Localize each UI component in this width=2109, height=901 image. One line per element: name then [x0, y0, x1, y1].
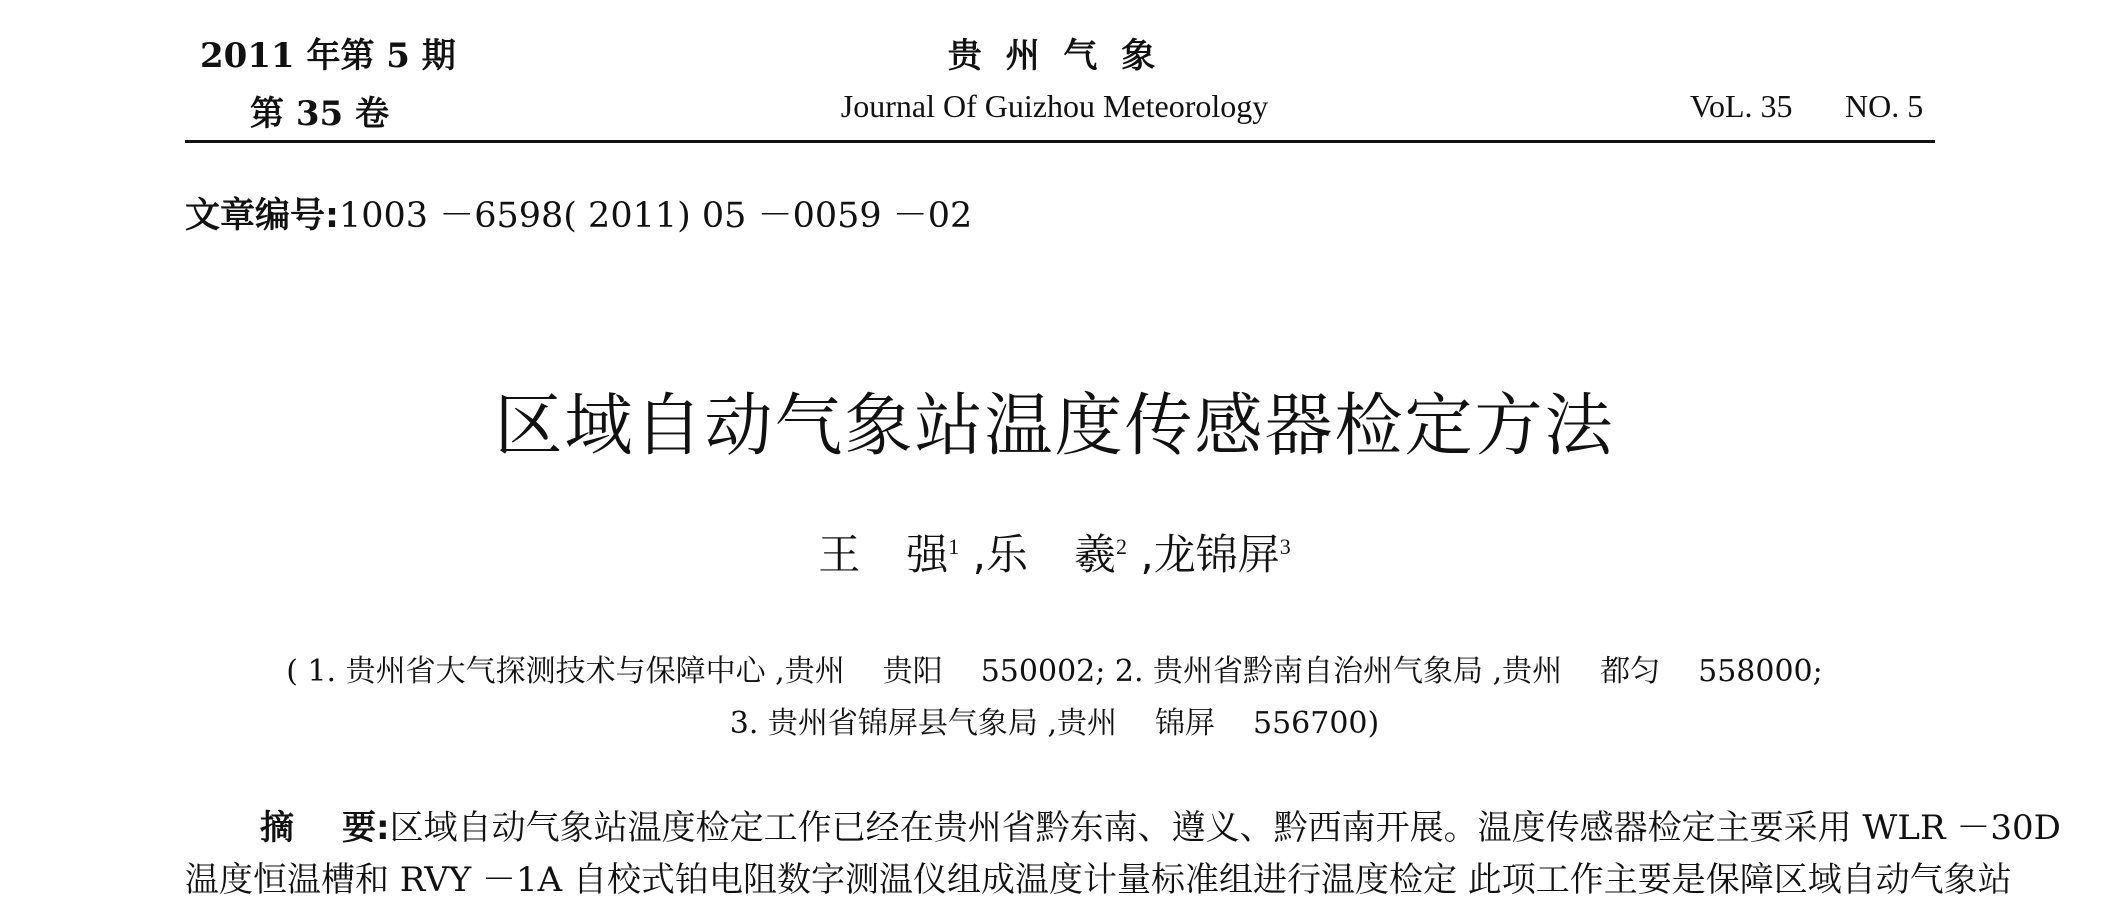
journal-title-cn: 贵 州 气 象	[947, 36, 1162, 76]
abstract-line-1	[260, 800, 2061, 849]
author-2-sup: 2	[1116, 534, 1128, 559]
affiliation-text: ( 1. 贵州省大气探测技术与保障中心 ,贵州	[286, 654, 845, 689]
article-number-label: 文章编号:	[185, 196, 339, 236]
affiliation-text: 556700)	[1253, 706, 1380, 741]
issue-label: 2011 年第 5 期	[200, 36, 456, 76]
affiliation-line-2	[0, 698, 2109, 742]
author-2-given: 羲	[1074, 530, 1117, 579]
author-1-given: 强	[906, 530, 949, 579]
volume-label: 第 35 卷	[250, 94, 389, 134]
author-1-sup: 1	[948, 534, 960, 559]
article-number	[185, 188, 972, 238]
affiliation-line-1	[0, 646, 2109, 690]
author-1-surname: 王	[818, 530, 861, 579]
article-number-value: 1003 －6598( 2011) 05 －0059 －02	[339, 196, 973, 236]
abstract-line-2: 温度恒温槽和 RVY －1A 自校式铂电阻数字测温仪组成温度计量标准组进行温度检定 此项工作主要是保障区域自动气象站	[185, 860, 2012, 900]
author-sep: ,	[959, 530, 986, 579]
header-rule	[185, 140, 1935, 143]
affiliation-text: 558000;	[1698, 654, 1823, 689]
abstract-text: 区域自动气象站温度检定工作已经在贵州省黔东南、遵义、黔西南开展。温度传感器检定主要采用 WLR －30D	[389, 808, 2061, 848]
author-sep: ,	[1127, 530, 1154, 579]
affiliation-text: 都匀	[1600, 654, 1661, 689]
abstract-label: 摘 要:	[260, 808, 390, 848]
number-en: NO. 5	[1845, 88, 1924, 124]
affiliation-text: 贵阳	[882, 654, 943, 689]
affiliation-text: 锦屏	[1155, 706, 1215, 741]
affiliation-text: 550002; 2. 贵州省黔南自治州气象局 ,贵州	[980, 654, 1563, 689]
volume-en: VoL. 35	[1690, 88, 1793, 124]
author-3-name: 龙锦屏	[1153, 530, 1280, 579]
paper-title: 区域自动气象站温度传感器检定方法	[494, 387, 1615, 466]
author-2-surname: 乐	[985, 530, 1028, 579]
author-3-sup: 3	[1279, 534, 1291, 559]
authors	[0, 522, 2109, 582]
affiliation-text: 3. 贵州省锦屏县气象局 ,贵州	[729, 706, 1117, 741]
journal-title-en: Journal Of Guizhou Meteorology	[840, 88, 1269, 124]
